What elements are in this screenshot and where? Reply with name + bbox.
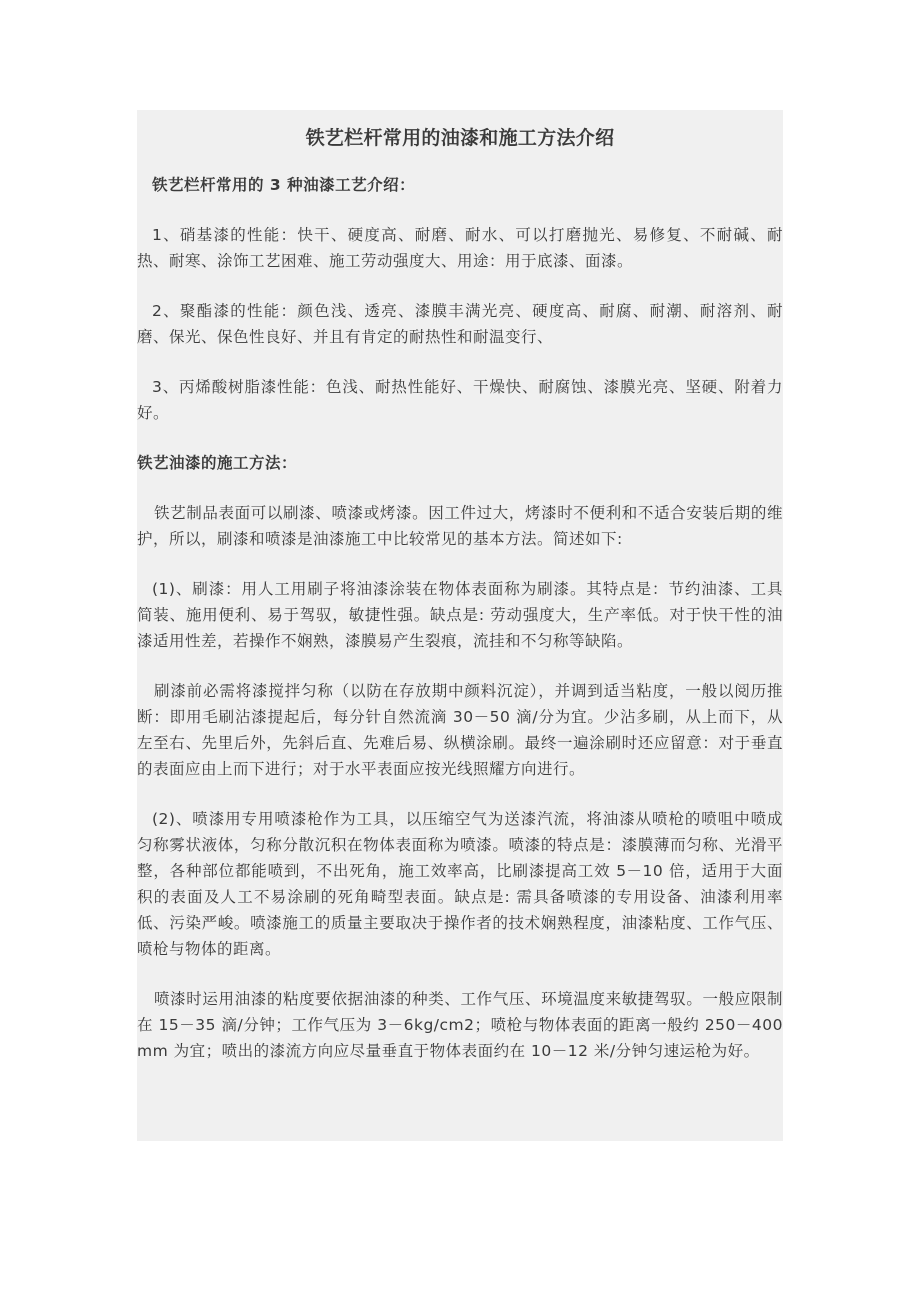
paint-type-acrylic: 3、丙烯酸树脂漆性能：色浅、耐热性能好、干燥快、耐腐蚀、漆膜光亮、坚硬、附着力好。 — [137, 378, 783, 422]
paint-type-nitro: 1、硝基漆的性能：快干、硬度高、耐磨、耐水、可以打磨抛光、易修复、不耐碱、耐热、耐寒、涂饰工艺困难、施工劳动强度大、用途：用于底漆、面漆。 — [137, 226, 783, 270]
brush-preparation-paragraph: 刷漆前必需将漆搅拌匀称（以防在存放期中颜料沉淀），并调到适当粘度，一般以阅历推断：即用毛刷沾漆提起后，每分针自然流滴 30－50 滴/分为宜。少沾多刷，从上而下，从左至右、先里后外，先斜后直、先难后易、纵横涂刷。最终一遍涂刷时还应留意：对于垂直的表面应由上而下进行；对于水平表面应按光线照耀方向进行。 — [137, 682, 783, 778]
method-heading: 铁艺油漆的施工方法： — [137, 454, 298, 472]
paint-type-polyester: 2、聚酯漆的性能：颜色浅、透亮、漆膜丰满光亮、硬度高、耐腐、耐潮、耐溶剂、耐磨、保光、保色性良好、并且有肯定的耐热性和耐温变行、 — [137, 302, 783, 346]
document-content — [137, 110, 783, 1064]
spray-painting-paragraph: (2)、喷漆用专用喷漆枪作为工具，以压缩空气为送漆汽流，将油漆从喷枪的喷咀中喷成匀称雾状液体，匀称分散沉积在物体表面称为喷漆。喷漆的特点是：漆膜薄而匀称、光滑平整，各种部位都能喷到，不出死角，施工效率高，比刷漆提高工效 5－10 倍，适用于大面积的表面及人工不易涂刷的死角畸型表面。缺点是: 需具备喷漆的专用设备、油漆利用率低、污染严峻。喷漆施工的质量主要取决于操作者的技术娴熟程度，油漆粘度、工作气压、喷枪与物体的距离。 — [137, 810, 783, 958]
document-title: 铁艺栏杆常用的油漆和施工方法介绍 — [305, 127, 615, 149]
spray-viscosity-paragraph: 喷漆时运用油漆的粘度要依据油漆的种类、工作气压、环境温度来敏捷驾驭。一般应限制在 15－35 滴/分钟；工作气压为 3－6kg/cm2；喷枪与物体表面的距离一般约 250－400mm 为宜；喷出的漆流方向应尽量垂直于物体表面约在 10－12 米/分钟匀速运枪为好。 — [137, 990, 783, 1060]
brush-painting-paragraph: (1)、刷漆：用人工用刷子将油漆涂装在物体表面称为刷漆。其特点是：节约油漆、工具简装、施用便利、易于驾驭，敏捷性强。缺点是: 劳动强度大，生产率低。对于快干性的油漆适用性差，若操作不娴熟，漆膜易产生裂痕，流挂和不匀称等缺陷。 — [137, 580, 783, 650]
method-intro-paragraph: 铁艺制品表面可以刷漆、喷漆或烤漆。因工件过大，烤漆时不便利和不适合安装后期的维护，所以，刷漆和喷漆是油漆施工中比较常见的基本方法。简述如下: — [137, 504, 783, 548]
intro-heading: 铁艺栏杆常用的 3 种油漆工艺介绍： — [152, 176, 416, 194]
